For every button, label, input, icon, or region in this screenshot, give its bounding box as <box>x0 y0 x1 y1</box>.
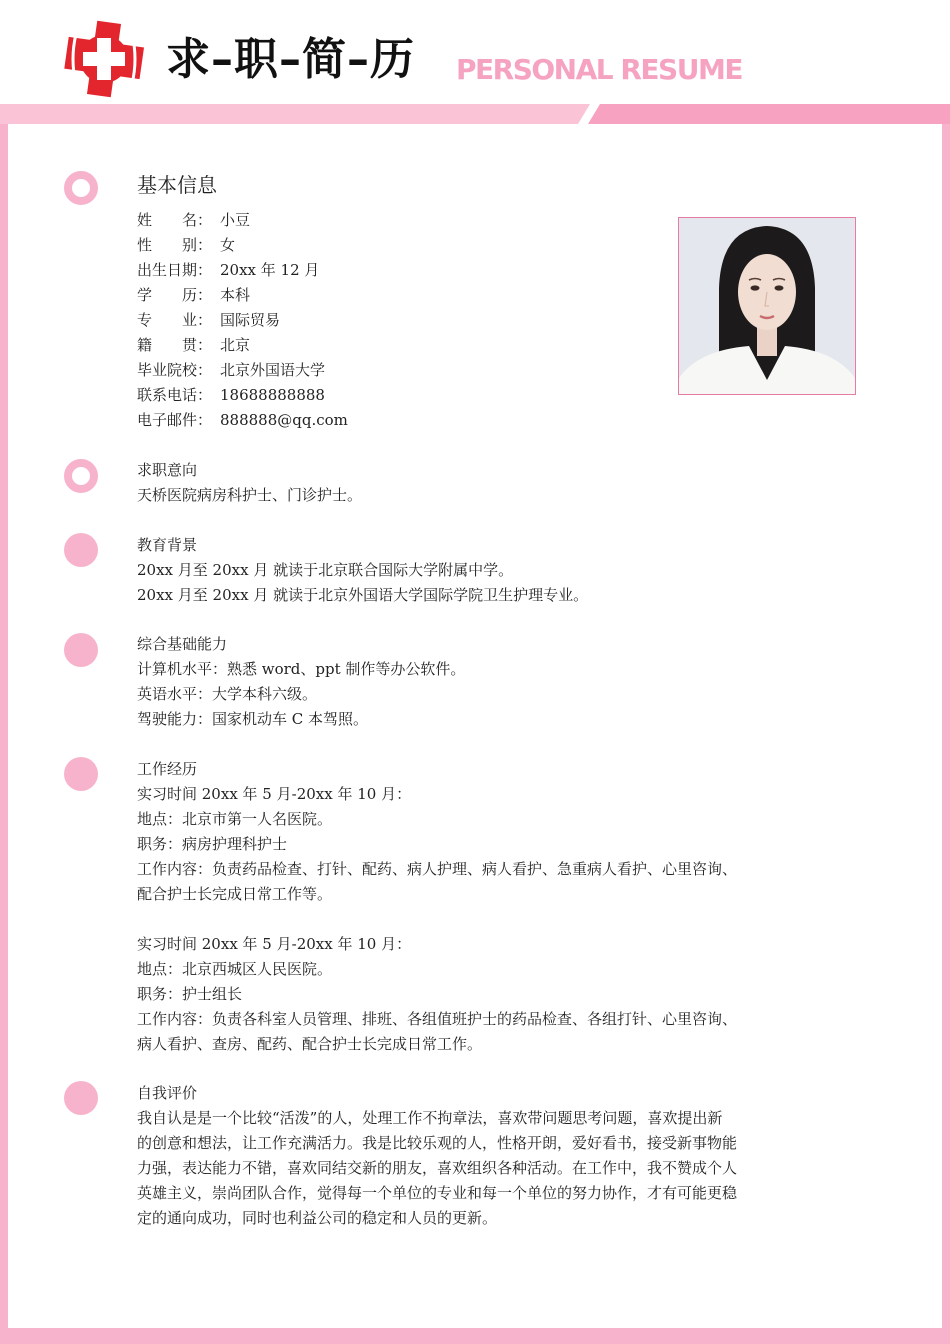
self-eval-line: 的创意和想法，让工作充满活力。我是比较乐观的人，性格开朗，爱好看书，接受新事物能 <box>137 1134 738 1152</box>
frame-left <box>0 124 8 1328</box>
spacer <box>137 907 827 932</box>
job-duty: 工作内容：负责各科室人员管理、排班、各组值班护士的药品检查、各组打针、心里咨询、 <box>137 1010 738 1028</box>
intention-title: 求职意向 <box>137 461 198 479</box>
section-marker-skills <box>64 633 98 667</box>
skill-item: 驾驶能力：国家机动车 C 本驾照。 <box>137 710 369 728</box>
resume-title-en: PERSONAL RESUME <box>456 53 742 86</box>
job-duty: 病人看护、查房、配药、配合护士长完成日常工作。 <box>137 1035 483 1053</box>
section-marker-intention <box>64 459 98 493</box>
profile-photo <box>678 217 856 395</box>
section-marker-education <box>64 533 98 567</box>
self-eval-line: 力强，表达能力不错，喜欢同结交新的朋友，喜欢组织各种活动。在工作中，我不赞成个人 <box>137 1159 738 1177</box>
job-role: 职务：护士组长 <box>137 985 243 1003</box>
job-place: 地点：北京市第一人名医院。 <box>137 810 333 828</box>
page-header <box>0 0 950 104</box>
work-section <box>137 757 827 1057</box>
frame-right <box>942 124 950 1328</box>
education-title: 教育背景 <box>137 536 198 554</box>
basic-field-school: 毕业院校： 北京外国语大学 <box>137 361 326 379</box>
job-period: 实习时间 20xx 年 5 月-20xx 年 10 月： <box>137 935 412 953</box>
self-eval-line: 我自认是是一个比较“活泼”的人，处理工作不拘章法，喜欢带问题思考问题，喜欢提出新 <box>137 1109 723 1127</box>
section-marker-basic <box>64 171 98 205</box>
section-marker-work <box>64 757 98 791</box>
resume-title-cn: 求–职–简–历 <box>166 34 415 85</box>
basic-field-phone: 联系电话： 18688888888 <box>137 386 325 404</box>
header-band <box>0 104 950 124</box>
job-period: 实习时间 20xx 年 5 月-20xx 年 10 月： <box>137 785 412 803</box>
medical-cross-logo <box>64 20 144 98</box>
skills-title: 综合基础能力 <box>137 635 228 653</box>
job-duty: 配合护士长完成日常工作等。 <box>137 885 333 903</box>
self-eval-section <box>137 1081 827 1231</box>
basic-field-email: 电子邮件： 888888@qq.com <box>137 411 348 429</box>
education-item: 20xx 月至 20xx 月 就读于北京联合国际大学附属中学。 <box>137 561 514 579</box>
basic-field-gender: 性 别： 女 <box>137 236 236 254</box>
intention-text: 天桥医院病房科护士、门诊护士。 <box>137 486 363 504</box>
basic-field-birth: 出生日期： 20xx 年 12 月 <box>137 261 320 279</box>
job-role: 职务：病房护理科护士 <box>137 835 288 853</box>
basic-field-name: 姓 名： 小豆 <box>137 211 251 229</box>
education-section <box>137 533 827 608</box>
basic-field-hometown: 籍 贯： 北京 <box>137 336 251 354</box>
self-eval-title: 自我评价 <box>137 1084 198 1102</box>
intention-section <box>137 458 827 508</box>
skills-section <box>137 632 827 732</box>
education-item: 20xx 月至 20xx 月 就读于北京外国语大学国际学院卫生护理专业。 <box>137 586 589 604</box>
basic-field-degree: 学 历： 本科 <box>137 286 251 304</box>
section-marker-self <box>64 1081 98 1115</box>
work-title: 工作经历 <box>137 760 198 778</box>
skill-item: 计算机水平：熟悉 word、ppt 制作等办公软件。 <box>137 660 466 678</box>
self-eval-line: 定的通向成功，同时也利益公司的稳定和人员的更新。 <box>137 1209 498 1227</box>
frame-bottom <box>0 1328 950 1344</box>
self-eval-line: 英雄主义，崇尚团队合作，觉得每一个单位的专业和每一个单位的努力协作，才有可能更稳 <box>137 1184 738 1202</box>
job-place: 地点：北京西城区人民医院。 <box>137 960 333 978</box>
basic-info-title: 基本信息 <box>137 173 217 197</box>
skill-item: 英语水平：大学本科六级。 <box>137 685 318 703</box>
job-duty: 工作内容：负责药品检查、打针、配药、病人护理、病人看护、急重病人看护、心里咨询、 <box>137 860 738 878</box>
basic-field-major: 专 业： 国际贸易 <box>137 311 281 329</box>
